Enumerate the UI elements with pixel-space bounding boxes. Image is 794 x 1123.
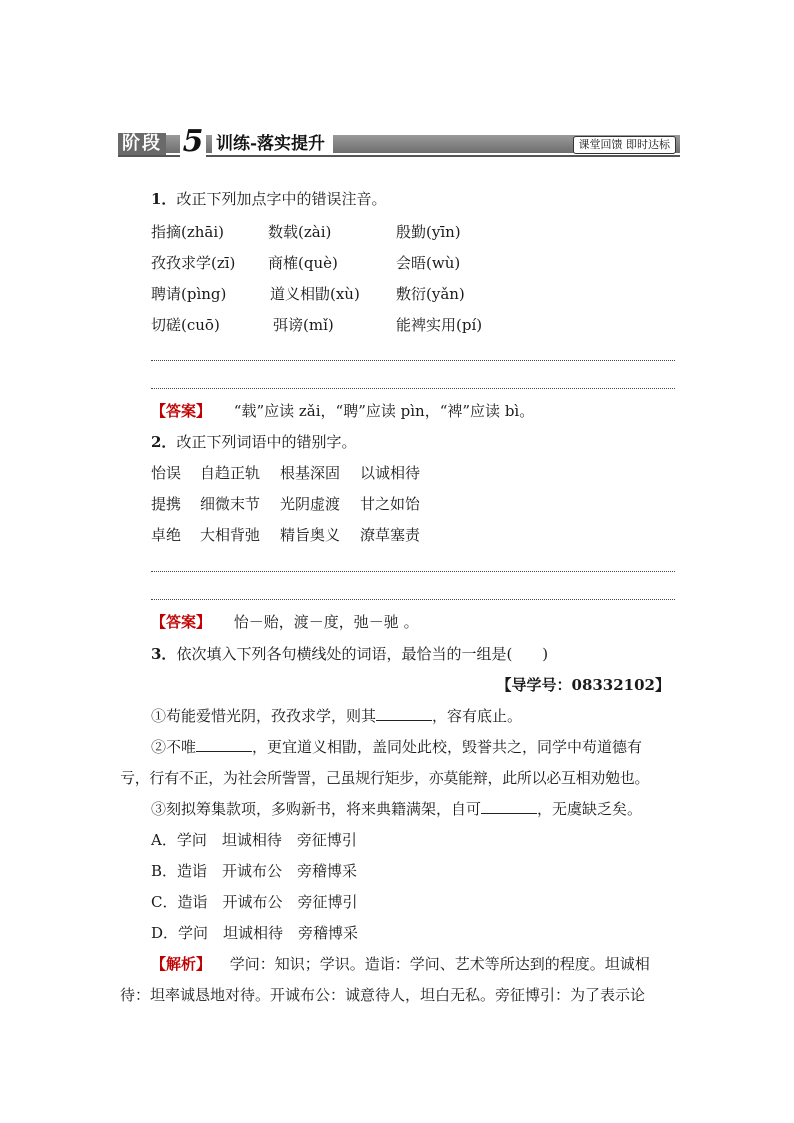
q2-item: 光阴虚渡 [280, 495, 341, 513]
section-badge: 课堂回馈 即时达标 [573, 136, 677, 154]
q1-item: 会晤(wù) [396, 254, 461, 272]
option-a: A．学问 坦诚相待 旁征博引 [151, 831, 357, 849]
section-header [118, 124, 680, 159]
sentence-text: ，容有底止。 [432, 707, 523, 725]
option-d: D．学问 坦诚相待 旁稽博采 [151, 924, 359, 942]
stage-label: 阶段 [118, 133, 166, 155]
q1-item: 切磋(cuō) [151, 316, 220, 334]
q1-item: 聘请(pìng) [151, 285, 227, 303]
question-number: 2． [151, 433, 177, 451]
analysis-tag: 【解析】 [151, 955, 212, 973]
question-prompt: 改正下列加点字中的错误注音。 [176, 190, 387, 208]
q2-item: 卓绝 [151, 526, 182, 544]
question-2 [151, 431, 356, 452]
question-paren-close: ) [542, 645, 549, 663]
option-c: C．造诣 开诚布公 旁征博引 [151, 893, 358, 911]
q3-analysis [151, 953, 650, 974]
q2-item: 精旨奥义 [280, 526, 341, 544]
q1-answer [151, 400, 534, 421]
q1-item: 孜孜求学(zī) [151, 254, 236, 272]
q3-analysis-cont: 待：坦率诚恳地对待。开诚布公：诚意待人，坦白无私。旁征博引：为了表示论 [120, 986, 646, 1004]
q3-sentence-1 [151, 705, 522, 726]
q3-sentence-2-cont: 亏，行有不正，为社会所訾詈，己虽规行矩步，亦莫能辩，此所以必互相劝勉也。 [120, 769, 650, 787]
option-b: B．造诣 开诚布公 旁稽博采 [151, 862, 358, 880]
question-prompt: 依次填入下列各句横线处的词语，最恰当的一组是( [176, 645, 513, 663]
q2-item: 提携 [151, 495, 182, 513]
q2-item: 怡误 [151, 464, 182, 482]
q2-answer [151, 611, 419, 632]
q3-sentence-3 [151, 798, 642, 819]
question-1 [151, 188, 386, 209]
stage-number: 5 [180, 127, 206, 157]
answer-line [151, 360, 675, 361]
q1-item: 殷勤(yīn) [396, 223, 461, 241]
guide-number: 【导学号：08332102】 [496, 676, 670, 694]
q2-item: 甘之如饴 [360, 495, 421, 513]
question-prompt: 改正下列词语中的错别字。 [176, 433, 357, 451]
answer-text: 怡－贻，渡－度，弛－驰 。 [233, 613, 419, 631]
fill-blank [481, 799, 537, 814]
question-3 [151, 643, 548, 664]
answer-line [151, 599, 675, 600]
fill-blank [376, 706, 432, 721]
answer-line [151, 388, 675, 389]
q2-item: 潦草塞责 [360, 526, 421, 544]
sentence-text: ②不唯 [151, 738, 197, 756]
sentence-text: ，更宜道义相勖，盖同处此校，毁誉共之，同学中苟道德有 [252, 738, 643, 756]
sentence-text: ，无虞缺乏矣。 [537, 800, 643, 818]
q2-item: 大相背弛 [200, 526, 261, 544]
analysis-text: 学问：知识；学识。造诣：学问、艺术等所达到的程度。坦诚相 [229, 955, 650, 973]
q1-item: 弭谤(mǐ) [273, 316, 334, 334]
answer-tag: 【答案】 [151, 613, 212, 631]
answer-line [151, 571, 675, 572]
answer-tag: 【答案】 [151, 402, 212, 420]
q1-item: 道义相勖(xù) [270, 285, 360, 303]
q1-item: 指摘(zhāi) [151, 223, 225, 241]
fill-blank [196, 737, 252, 752]
q1-item: 商榷(què) [268, 254, 338, 272]
q2-item: 根基深固 [280, 464, 341, 482]
q1-item: 敷衍(yǎn) [396, 285, 465, 303]
q3-sentence-2 [151, 736, 642, 757]
sentence-text: ①苟能爱惜光阴，孜孜求学，则其 [151, 707, 377, 725]
section-title: 训练-落实提升 [212, 133, 333, 155]
q2-item: 细微末节 [200, 495, 261, 513]
q2-item: 自趋正轨 [200, 464, 261, 482]
answer-text: “载”应读 zǎi，“聘”应读 pìn，“裨”应读 bì。 [233, 402, 535, 420]
q1-item: 能裨实用(pí) [396, 316, 483, 334]
q2-item: 以诚相待 [360, 464, 421, 482]
sentence-text: ③刻拟筹集款项，多购新书，将来典籍满架，自可 [151, 800, 482, 818]
q1-item: 数载(zài) [268, 223, 332, 241]
question-number: 3． [151, 645, 177, 663]
question-number: 1． [151, 190, 177, 208]
